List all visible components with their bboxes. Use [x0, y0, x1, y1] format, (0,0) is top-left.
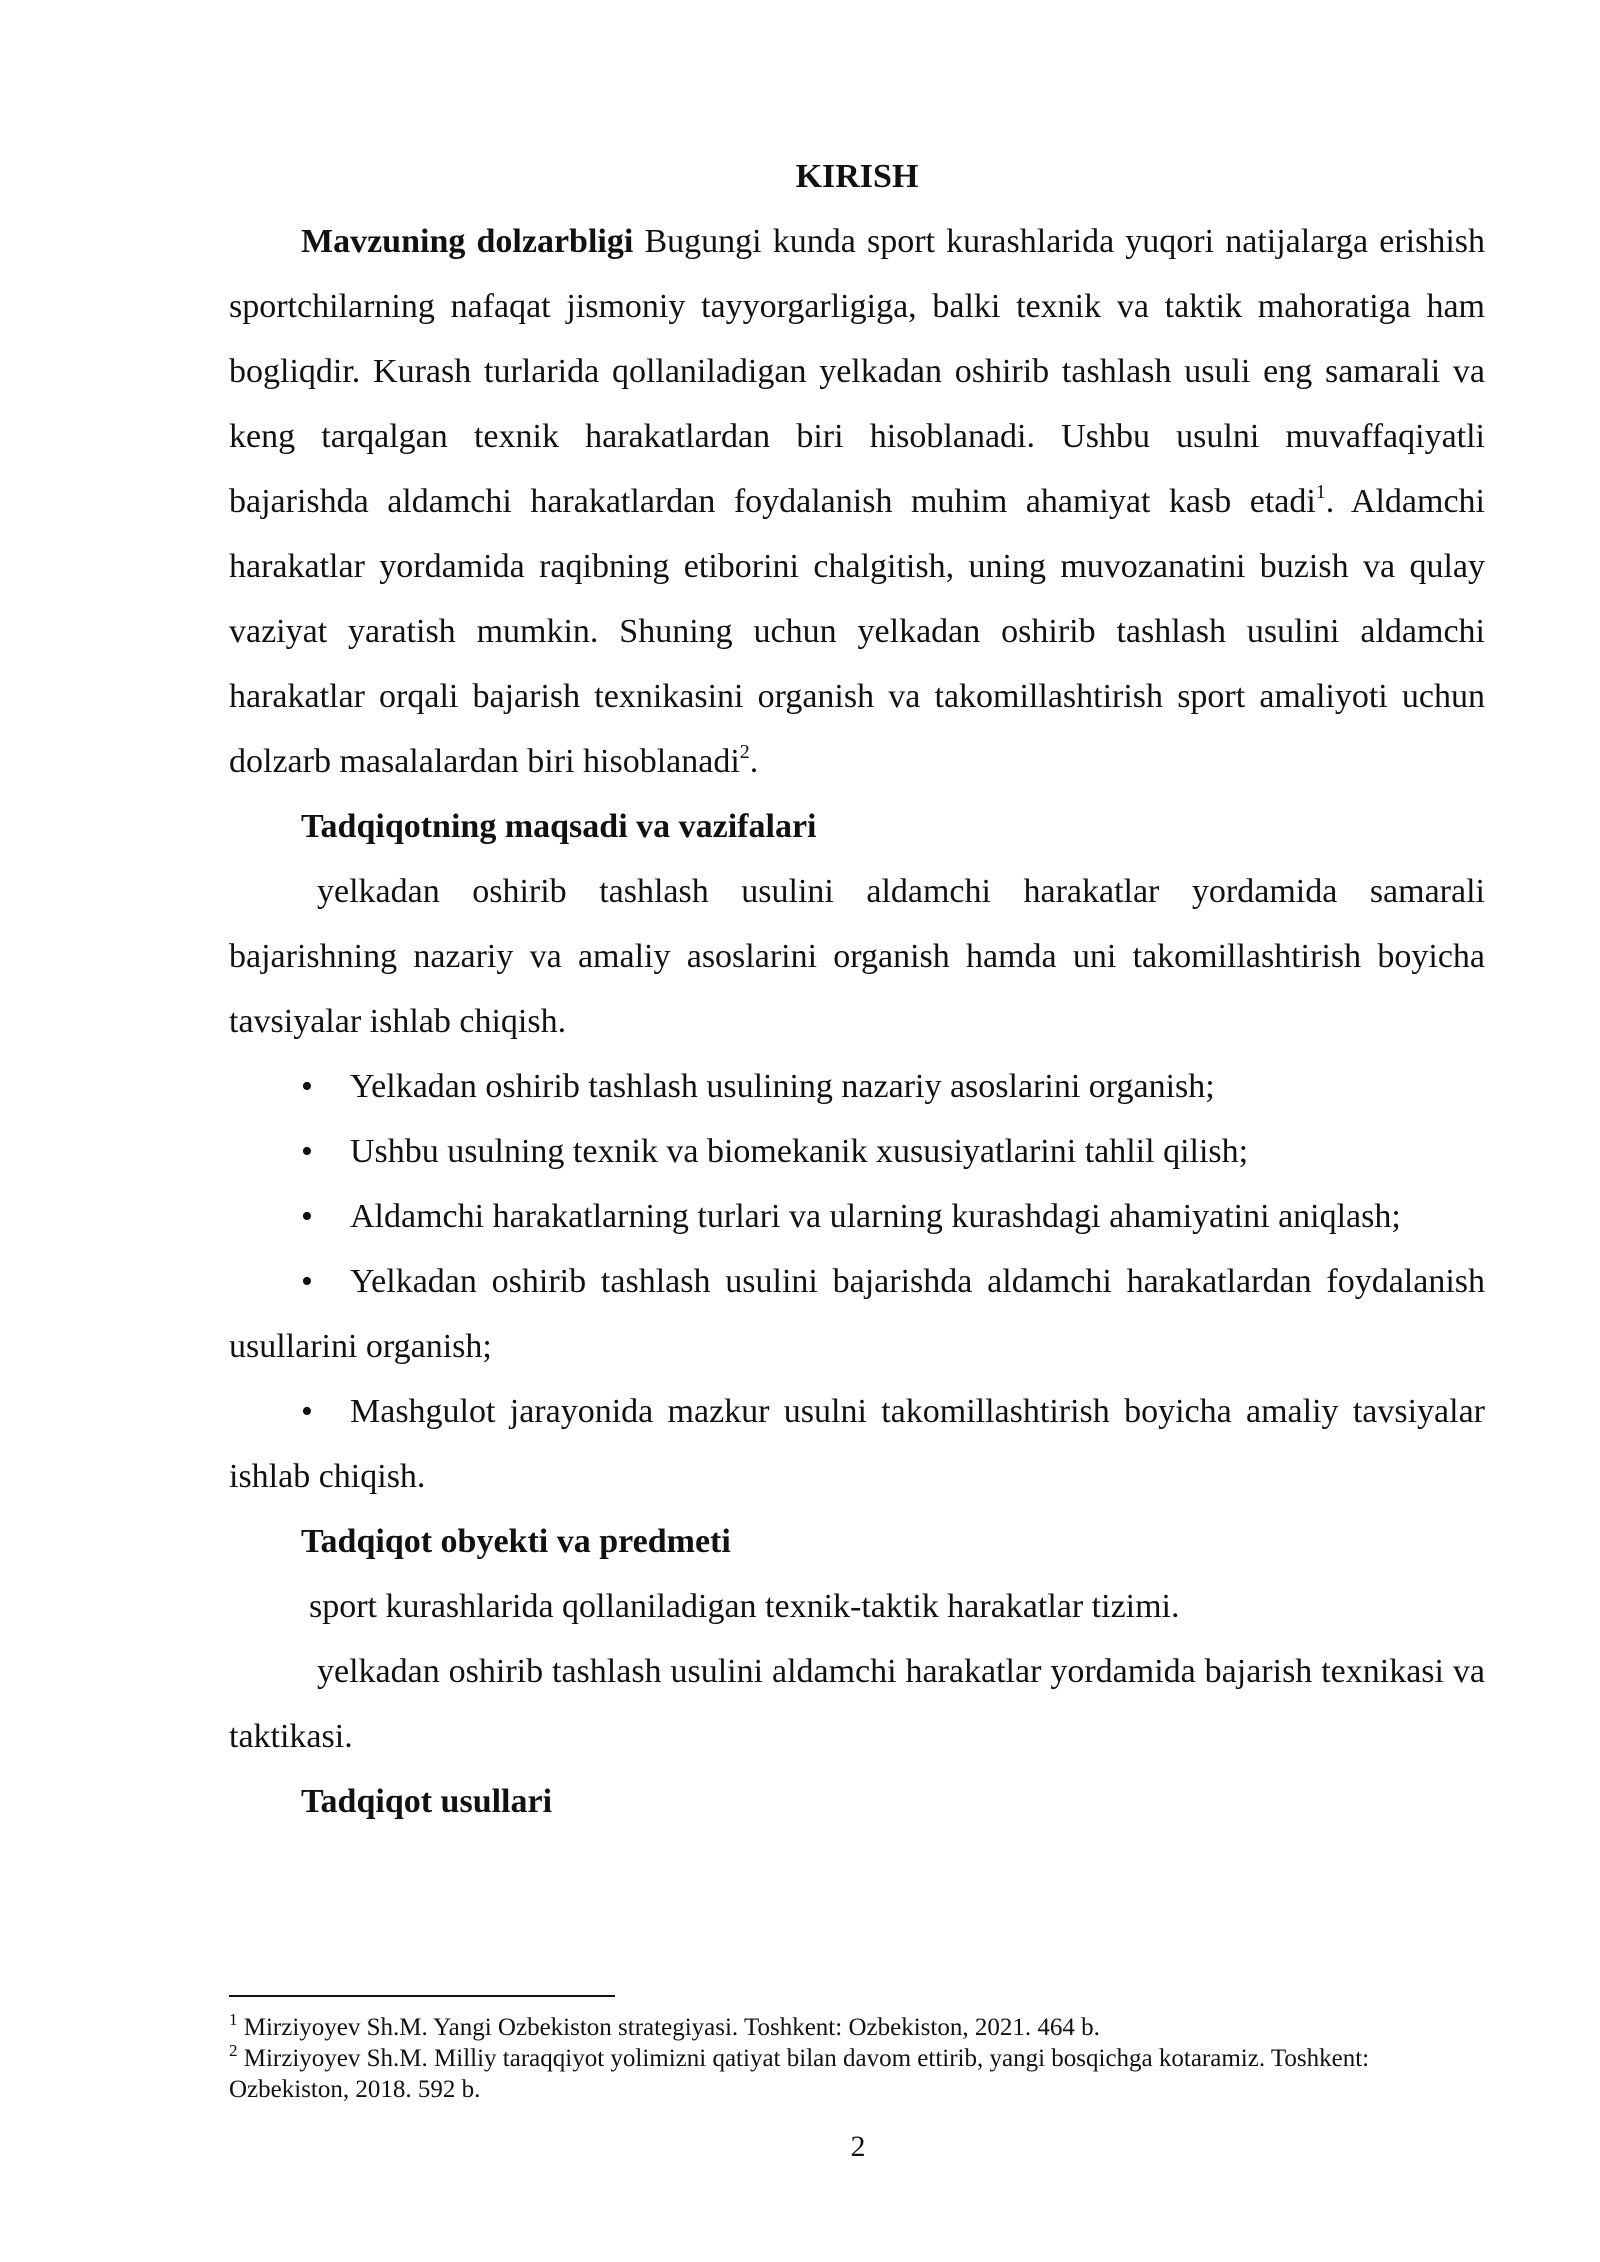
bullet-icon: • — [301, 1068, 313, 1105]
subject-paragraph: yelkadan oshirib tashlash usulini aldamchi harakatlar yordamida bajarish texnikasi va taktikasi. — [229, 1653, 1485, 1755]
relevance-paragraph — [229, 209, 1485, 794]
footnote-ref-1[interactable]: 1 — [1315, 481, 1326, 503]
footnotes — [229, 1995, 1485, 2105]
task-text: Aldamchi harakatlarning turlari va ularning kurashdagi ahamiyatini aniqlash; — [350, 1198, 1401, 1235]
footnote-number: 1 — [229, 2010, 238, 2029]
goals-heading: Tadqiqotning maqsadi va vazifalari — [301, 808, 817, 845]
bullet-icon: • — [301, 1133, 313, 1170]
task-text: Ushbu usulning texnik va biomekanik xususiyatlarini tahlil qilish; — [350, 1133, 1249, 1170]
footnote-item — [229, 2043, 1485, 2105]
footnote-text: Mirziyoyev Sh.M. Milliy taraqqiyot yolimizni qatiyat bilan davom ettirib, yangi bosqichga kotaramiz. Toshkent: Ozbekiston, 2018. 592 b. — [229, 2045, 1370, 2103]
footnote-number: 2 — [229, 2041, 238, 2060]
bullet-icon: • — [301, 1393, 313, 1430]
page-number: 2 — [850, 2130, 866, 2163]
task-text: Mashgulot jarayonida mazkur usulni takomillashtirish boyicha amaliy tavsiyalar ishlab chiqish. — [229, 1393, 1485, 1495]
page-title: KIRISH — [795, 158, 919, 195]
footnote-ref-2[interactable]: 2 — [739, 741, 750, 763]
page-body — [229, 144, 1485, 1834]
task-item — [229, 1379, 1485, 1509]
relevance-text-1: Bugungi kunda sport kurashlarida yuqori natijalarga erishish sportchilarning nafaqat jismoniy tayyorgarligiga, balki texnik va taktik mahoratiga ham bogliqdir. Kurash turlarida qollaniladigan yelkadan oshirib tashlash usuli eng samarali va keng tarqalgan texnik harakatlardan biri hisoblanadi. Ushbu usulni muvaffaqiyatli bajarishda aldamchi harakatlardan foydalanish muhim ahamiyat kasb etadi — [229, 223, 1485, 520]
goals-paragraph: yelkadan oshirib tashlash usulini aldamchi harakatlar yordamida samarali bajarishning nazariy va amaliy asoslarini organish hamda uni takomillashtirish boyicha tavsiyalar ishlab chiqish. — [229, 873, 1485, 1040]
task-item — [229, 1249, 1485, 1379]
footnote-text: Mirziyoyev Sh.M. Yangi Ozbekiston strategiyasi. Toshkent: Ozbekiston, 2021. 464 b. — [237, 2014, 1100, 2041]
relevance-text-3: . — [749, 743, 759, 780]
task-text: Yelkadan oshirib tashlash usulini bajarishda aldamchi harakatlardan foydalanish usullarini organish; — [229, 1263, 1485, 1365]
relevance-text-2: . Aldamchi harakatlar yordamida raqibning etiborini chalgitish, uning muvozanatini buzish va qulay vaziyat yaratish mumkin. Shuning uchun yelkadan oshirib tashlash usulini aldamchi harakatlar orqali bajarish texnikasini organish va takomillashtirish sport amaliyoti uchun dolzarb masalalardan biri hisoblanadi — [229, 483, 1485, 780]
task-item — [229, 1184, 1485, 1249]
relevance-label: Mavzuning dolzarbligi — [301, 223, 634, 260]
task-item — [229, 1119, 1485, 1184]
object-paragraph: sport kurashlarida qollaniladigan texnik-taktik harakatlar tizimi. — [309, 1588, 1180, 1625]
object-heading: Tadqiqot obyekti va predmeti — [301, 1523, 731, 1560]
bullet-icon: • — [301, 1263, 313, 1300]
methods-heading: Tadqiqot usullari — [301, 1783, 553, 1820]
footnote-separator — [229, 1995, 615, 1997]
footnote-item — [229, 2012, 1485, 2043]
task-item — [229, 1054, 1485, 1119]
bullet-icon: • — [301, 1198, 313, 1235]
task-text: Yelkadan oshirib tashlash usulining nazariy asoslarini organish; — [350, 1068, 1215, 1105]
